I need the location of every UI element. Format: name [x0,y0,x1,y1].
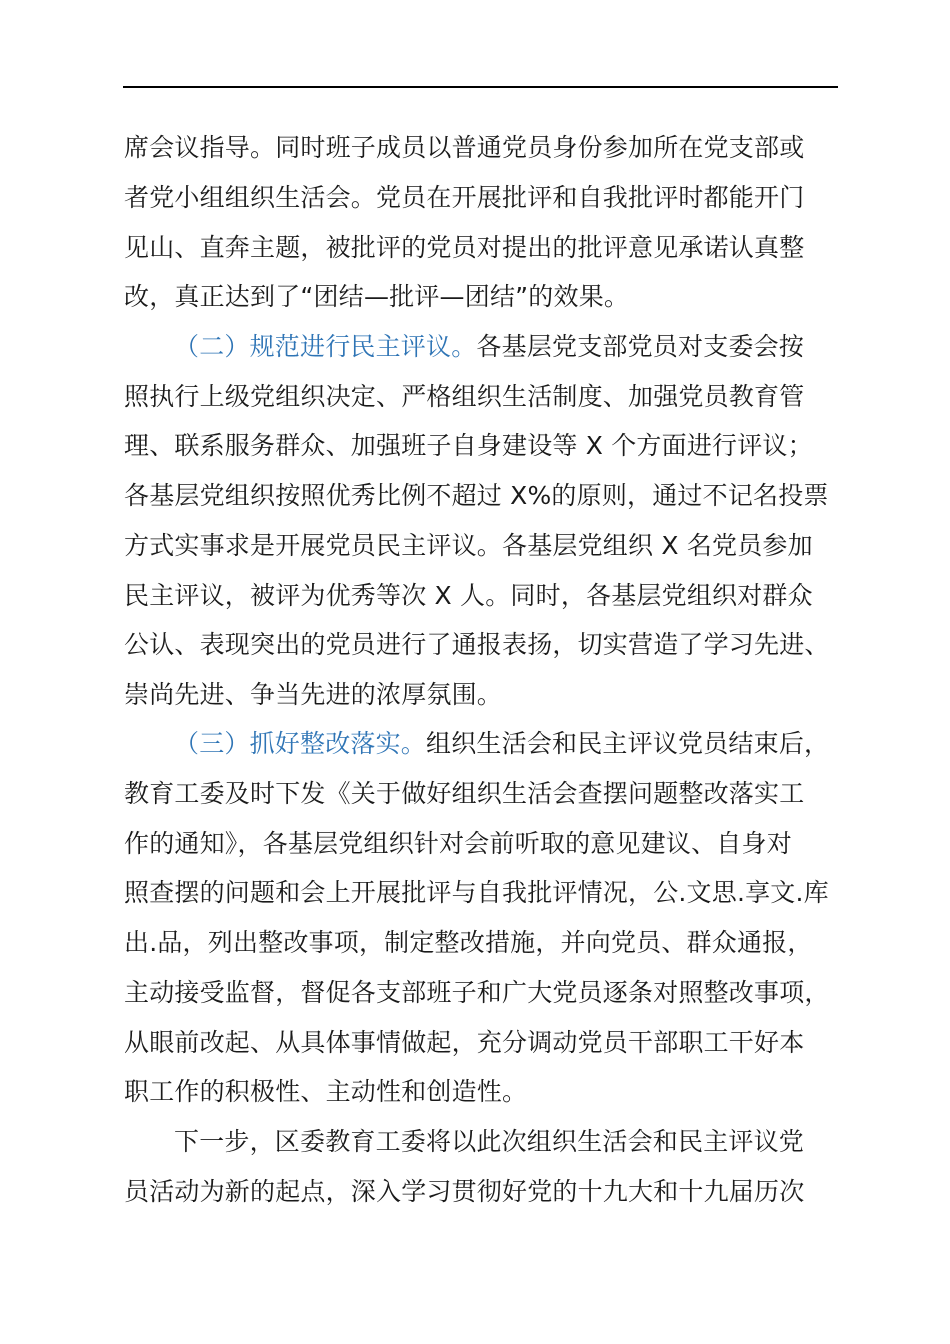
line-text: 见山、直奔主题，被批评的党员对提出的批评意见承诺认真整 [124,233,805,262]
text-line [174,1117,894,1167]
text-line [124,968,844,1018]
text-line [124,571,844,621]
line-text: 下一步，区委教育工委将以此次组织生活会和民主评议党 [174,1127,805,1156]
text-line [124,521,844,571]
text-line [124,769,844,819]
section-heading-line [174,719,894,769]
text-line [124,471,844,521]
line-text: 公认、表现突出的党员进行了通报表扬，切实营造了学习先进、 [124,630,830,659]
text-line [124,272,844,322]
text-line [124,1018,844,1068]
text-line [124,223,844,273]
line-text: 方式实事求是开展党员民主评议。各基层党组织 X 名党员参加 [124,531,813,560]
line-text: 教育工委及时下发《关于做好组织生活会查摆问题整改落实工 [124,779,805,808]
text-line [124,123,844,173]
section-heading: （三）抓好整改落实。 [174,729,427,758]
line-text: 员活动为新的起点，深入学习贯彻好党的十九大和十九届历次 [124,1177,805,1206]
text-line [124,1067,844,1117]
line-text: 改，真正达到了“团结—批评—团结”的效果。 [124,282,630,311]
line-text: 照查摆的问题和会上开展批评与自我批评情况，公.文思.享文.库 [124,878,829,907]
line-text: 者党小组组织生活会。党员在开展批评和自我批评时都能开门 [124,183,805,212]
line-text: 出.品，列出整改事项，制定整改措施，并向党员、群众通报， [124,928,813,957]
text-line [124,620,844,670]
line-text: 职工作的积极性、主动性和创造性。 [124,1077,528,1106]
line-text: 从眼前改起、从具体事情做起，充分调动党员干部职工干好本 [124,1028,805,1057]
text-line [124,670,844,720]
line-text: 席会议指导。同时班子成员以普通党员身份参加所在党支部或 [124,133,805,162]
text-line [124,1167,844,1217]
header-rule [123,86,838,88]
text-line [124,372,844,422]
line-text: 民主评议，被评为优秀等次 X 人。同时，各基层党组织对群众 [124,581,813,610]
line-text: 崇尚先进、争当先进的浓厚氛围。 [124,680,503,709]
line-text: 各基层党组织按照优秀比例不超过 X%的原则，通过不记名投票 [124,481,829,510]
section-heading-line [174,322,894,372]
text-line [124,918,844,968]
line-text: 理、联系服务群众、加强班子自身建设等 X 个方面进行评议； [124,431,813,460]
line-text: 照执行上级党组织决定、严格组织生活制度、加强党员教育管 [124,382,805,411]
text-line [124,868,844,918]
section-heading: （二）规范进行民主评议。 [174,332,477,361]
text-line [124,173,844,223]
text-line [124,819,844,869]
line-text: 组织生活会和民主评议党员结束后， [426,729,830,758]
line-text: 主动接受监督，督促各支部班子和广大党员逐条对照整改事项， [124,978,830,1007]
text-line [124,421,844,471]
line-text: 各基层党支部党员对支委会按 [476,332,805,361]
line-text: 作的通知》，各基层党组织针对会前听取的意见建议、自身对 [124,829,792,858]
